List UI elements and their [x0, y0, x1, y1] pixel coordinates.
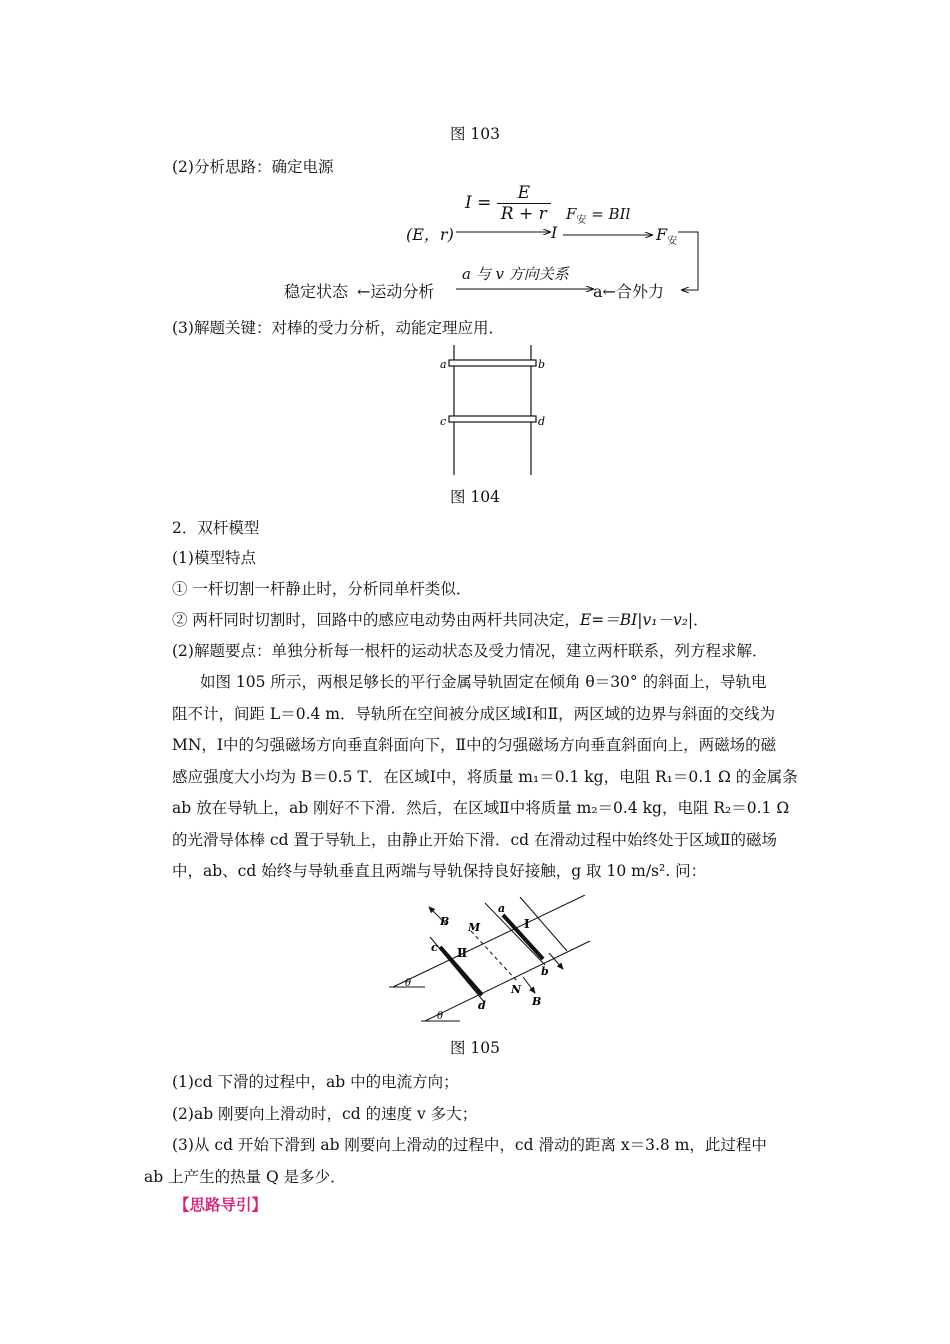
- problem-line-4: 感应强度大小均为 B＝0.5 T．在区域Ⅰ中，将质量 m₁＝0.1 kg，电阻 R₁＝0.1 Ω 的金属条: [172, 767, 798, 786]
- fig105-caption: 图 105: [449, 1039, 500, 1057]
- problem-line-7: 中，ab、cd 始终与导轨垂直且两端与导轨保持良好接触，g 取 10 m/s². 问：: [172, 862, 707, 880]
- eq-numerator: E: [497, 183, 551, 204]
- acceleration-node: a←合外力: [593, 282, 664, 301]
- source-node: (E，r): [406, 225, 454, 244]
- fig104-bar-ab: [449, 360, 536, 366]
- problem-line-1: 如图 105 所示，两根足够长的平行金属导轨固定在倾角 θ＝30° 的斜面上，导轨电: [200, 673, 767, 691]
- stable-state-node: 稳定状态: [284, 282, 349, 301]
- feature-2-text: ② 两杆同时切割时，回路中的感应电动势由两杆共同决定，: [172, 611, 580, 629]
- fig105-label-region2: Ⅱ: [457, 946, 468, 960]
- arrow-f-to-force: [678, 232, 698, 290]
- feature-2-formula: E=＝BI|v₁－v₂|: [579, 611, 694, 629]
- fig104-label-d: d: [538, 415, 546, 428]
- feature-item-1: ① 一杆切割一杆静止时，分析同单杆类似．: [172, 580, 472, 598]
- fig104-label-b: b: [538, 358, 546, 371]
- fig105-label-theta-2: θ: [437, 1011, 444, 1022]
- question-3-continued: ab 上产生的热量 Q 是多少．: [144, 1167, 346, 1186]
- solve-points: (2)解题要点：单独分析每一根杆的运动状态及受力情况，建立两杆联系，列方程求解．: [172, 642, 768, 660]
- fig105-lower-rail: [425, 941, 590, 1021]
- model-feature-heading: (1)模型特点: [172, 549, 256, 567]
- feature-item-2: [172, 608, 709, 630]
- fig105-label-theta-1: θ: [405, 978, 412, 989]
- fig105-rod-ab: [503, 915, 543, 959]
- fig103-caption: 图 103: [449, 125, 500, 143]
- force-eq-sub: 安: [576, 215, 587, 226]
- question-2: (2)ab 刚要向上滑动时，cd 的速度 v 多大；: [172, 1104, 478, 1123]
- question-1: (1)cd 下滑的过程中，ab 中的电流方向；: [172, 1073, 459, 1091]
- eq-denominator: R + r: [500, 204, 547, 224]
- motion-analysis-node: ←运动分析: [357, 282, 435, 301]
- fig104-diagram: [430, 345, 560, 480]
- current-node: I: [551, 223, 558, 242]
- flow-arrows: [0, 0, 950, 320]
- fig105-diagram: [385, 895, 595, 1025]
- relation-label: a 与 v 方向关系: [462, 265, 569, 283]
- eq-left: I: [465, 193, 472, 213]
- force-eq-rhs: = BIl: [591, 205, 631, 223]
- question-3: (3)从 cd 开始下滑到 ab 刚要向上滑动的过程中，cd 滑动的距离 x＝3.8 m，此过程中: [172, 1136, 767, 1154]
- fig104-bar-cd: [449, 416, 536, 422]
- force-eq-f: F: [566, 205, 577, 223]
- problem-line-2: 阻不计，间距 L＝0.4 m．导轨所在空间被分成区域Ⅰ和Ⅱ，两区域的边界与斜面的交线为: [172, 704, 776, 723]
- fig105-label-a: a: [498, 902, 506, 915]
- fig105-label-b: b: [541, 965, 549, 978]
- feature-2-end: ．: [693, 611, 709, 629]
- guide-label: 【思路导引】: [174, 1195, 268, 1214]
- fig105-label-b-top: B: [440, 915, 450, 928]
- questions: [144, 1067, 767, 1193]
- fig105-label-region1: Ⅰ: [524, 917, 530, 931]
- problem-statement: [172, 667, 798, 888]
- fig105-upper-rail: [393, 895, 585, 987]
- problem-line-6: 的光滑导体棒 cd 置于导轨上，由静止开始下滑．cd 在滑动过程中始终处于区域Ⅱ的磁场: [172, 830, 778, 849]
- fig105-label-d: d: [478, 999, 486, 1012]
- fig104-label-a: a: [440, 358, 447, 371]
- problem-line-3: MN，Ⅰ中的匀强磁场方向垂直斜面向下，Ⅱ中的匀强磁场方向垂直斜面向上，两磁场的磁: [172, 736, 777, 754]
- section2-title: 2．双杆模型: [172, 519, 260, 537]
- force-node-f: F: [656, 225, 668, 244]
- fig105-edge-2: [485, 903, 545, 965]
- eq-sign: =: [477, 193, 492, 213]
- key-point: (3)解题关键：对棒的受力分析，动能定理应用．: [172, 319, 504, 337]
- fig104-caption: 图 104: [449, 488, 500, 506]
- fig104-label-c: c: [440, 415, 447, 428]
- fig105-label-c: c: [431, 941, 438, 954]
- fig105-label-b-bottom: B: [532, 995, 542, 1008]
- fig105-label-m: M: [468, 921, 481, 934]
- problem-line-5: ab 放在导轨上，ab 刚好不下滑．然后，在区域Ⅱ中将质量 m₂＝0.4 kg，电阻 R₂＝0.1 Ω: [172, 799, 790, 817]
- fig105-b-arrow-2: [523, 977, 535, 993]
- force-node-sub: 安: [667, 236, 678, 248]
- analysis-heading: (2)分析思路：确定电源: [172, 158, 334, 176]
- fig105-label-n: N: [511, 983, 522, 996]
